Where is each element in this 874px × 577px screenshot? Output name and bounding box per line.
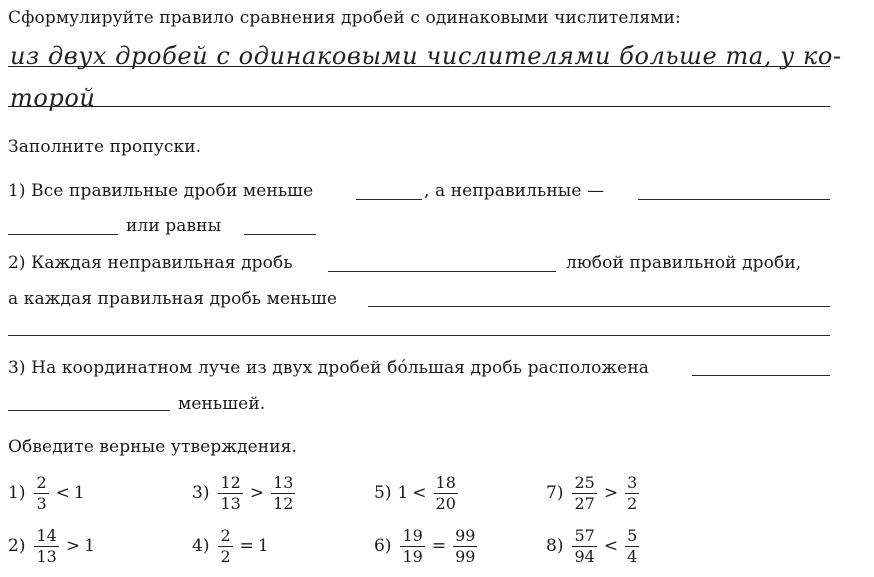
numerator: 57 bbox=[574, 525, 595, 545]
numerator: 14 bbox=[36, 525, 57, 545]
comparison-sign: > bbox=[249, 483, 265, 503]
comparison-sign: < bbox=[55, 483, 70, 503]
numerator: 12 bbox=[220, 472, 241, 492]
comparison-sign: > bbox=[603, 483, 619, 503]
statement-6[interactable] bbox=[374, 522, 480, 570]
item2-text-a: 2) Каждая неправильная дробь bbox=[8, 253, 293, 273]
numerator: 99 bbox=[455, 525, 476, 545]
numerator: 13 bbox=[273, 472, 294, 492]
statement-7[interactable] bbox=[546, 469, 642, 517]
fraction-right bbox=[434, 474, 458, 513]
item1-blank-2[interactable] bbox=[638, 199, 830, 200]
right-value: 1 bbox=[73, 483, 85, 503]
numerator: 19 bbox=[402, 525, 423, 545]
denominator: 99 bbox=[455, 546, 476, 566]
statement-label: 5) bbox=[374, 483, 392, 503]
item1-blank-4[interactable] bbox=[244, 234, 316, 235]
fraction-right bbox=[453, 527, 477, 566]
statement-label: 8) bbox=[546, 536, 564, 556]
numerator: 5 bbox=[627, 525, 638, 545]
item2-blank-3[interactable] bbox=[8, 335, 830, 336]
item1-text-c: или равны bbox=[126, 216, 222, 236]
denominator: 12 bbox=[273, 493, 294, 513]
comparison-sign: = bbox=[239, 536, 254, 556]
item2-blank-1[interactable] bbox=[328, 271, 556, 272]
item2-blank-2[interactable] bbox=[368, 306, 830, 307]
fraction-left bbox=[572, 474, 596, 513]
comparison-sign: = bbox=[431, 536, 447, 556]
right-value: 1 bbox=[84, 536, 95, 556]
fraction-left bbox=[218, 474, 242, 513]
item1-text-b: , а неправильные — bbox=[424, 181, 605, 201]
handwritten-answer-line-1: из двух дробей с одинаковыми числителями больше та, у ко- bbox=[10, 42, 842, 70]
item3-blank-1[interactable] bbox=[692, 375, 830, 376]
numerator: 25 bbox=[574, 472, 595, 492]
statement-8[interactable] bbox=[546, 522, 642, 570]
handwritten-answer-line-2: торой bbox=[10, 84, 96, 112]
denominator: 27 bbox=[574, 493, 595, 513]
statement-label: 6) bbox=[374, 536, 392, 556]
right-value: 1 bbox=[257, 536, 269, 556]
answer-rule-line-2 bbox=[8, 106, 830, 107]
denominator: 19 bbox=[402, 546, 423, 566]
statement-label: 3) bbox=[192, 483, 210, 503]
left-value: 1 bbox=[397, 483, 409, 503]
statement-5[interactable] bbox=[374, 469, 461, 517]
item1-blank-3[interactable] bbox=[8, 234, 118, 235]
statement-label: 1) bbox=[8, 483, 26, 503]
denominator: 2 bbox=[220, 546, 231, 566]
answer-rule-line-1 bbox=[8, 66, 830, 67]
item2-text-c: а каждая правильная дробь меньше bbox=[8, 289, 337, 309]
statement-3[interactable] bbox=[192, 469, 298, 517]
fraction-right bbox=[271, 474, 295, 513]
fraction-left bbox=[34, 474, 48, 513]
comparison-sign: > bbox=[65, 536, 81, 556]
item3-text-b: меньшей. bbox=[178, 394, 266, 414]
comparison-sign: < bbox=[603, 536, 619, 556]
fraction-right bbox=[625, 474, 639, 513]
item3-blank-2[interactable] bbox=[8, 410, 170, 411]
numerator: 3 bbox=[627, 472, 638, 492]
fill-blanks-title: Заполните пропуски. bbox=[8, 137, 202, 157]
statement-2[interactable] bbox=[8, 522, 95, 570]
item3-text-a: 3) На координатном луче из двух дробей бóльшая дробь расположена bbox=[8, 358, 649, 378]
numerator: 2 bbox=[220, 525, 231, 545]
denominator: 2 bbox=[627, 493, 638, 513]
item1-blank-1[interactable] bbox=[356, 199, 422, 200]
denominator: 94 bbox=[574, 546, 595, 566]
denominator: 13 bbox=[220, 493, 241, 513]
statement-label: 2) bbox=[8, 536, 26, 556]
statement-label: 4) bbox=[192, 536, 210, 556]
denominator: 4 bbox=[627, 546, 638, 566]
item1-text-a: 1) Все правильные дроби меньше bbox=[8, 181, 314, 201]
circle-title: Обведите верные утверждения. bbox=[8, 437, 297, 457]
fraction-left bbox=[572, 527, 596, 566]
statement-1[interactable] bbox=[8, 469, 85, 517]
comparison-sign: < bbox=[412, 483, 427, 503]
denominator: 20 bbox=[435, 493, 456, 513]
rule-heading: Сформулируйте правило сравнения дробей с одинаковыми числителями: bbox=[8, 8, 681, 28]
fraction-left bbox=[34, 527, 58, 566]
denominator: 3 bbox=[36, 493, 47, 513]
fraction-right bbox=[625, 527, 639, 566]
fraction-left bbox=[218, 527, 232, 566]
statement-label: 7) bbox=[546, 483, 564, 503]
item2-text-b: любой правильной дроби, bbox=[566, 253, 802, 273]
fraction-left bbox=[400, 527, 424, 566]
statement-4[interactable] bbox=[192, 522, 269, 570]
numerator: 2 bbox=[36, 472, 47, 492]
denominator: 13 bbox=[36, 546, 57, 566]
numerator: 18 bbox=[435, 472, 456, 492]
